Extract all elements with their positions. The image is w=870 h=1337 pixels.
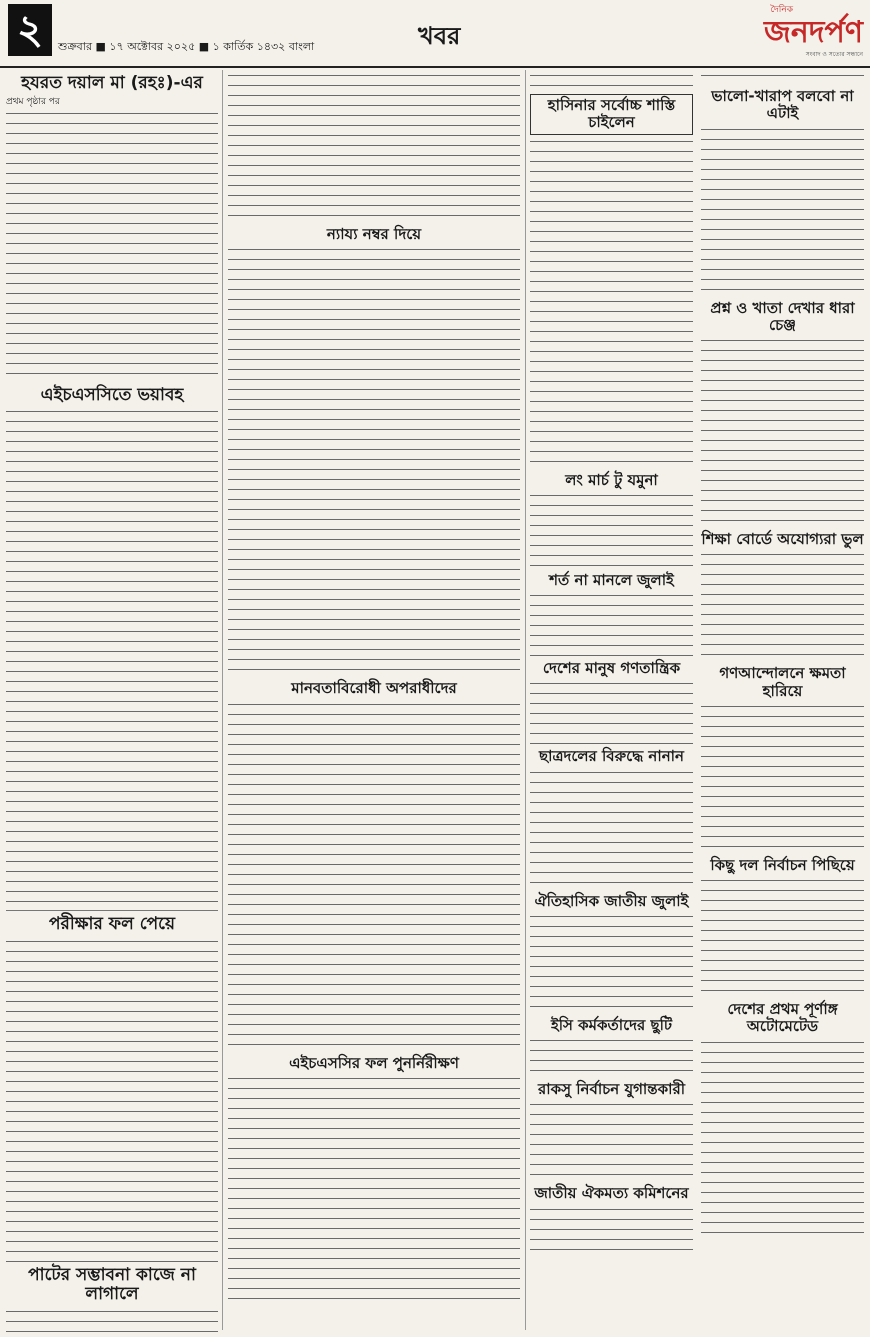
article-headline: প্রশ্ন ও খাতা দেখার ধারা চেঞ্জ xyxy=(710,298,855,334)
article-jump-note: প্রথম পৃষ্ঠার পর xyxy=(6,96,60,107)
article-headline: দেশের প্রথম পূর্ণাঙ্গ অটোমেটেড xyxy=(727,1000,838,1036)
column-right-b xyxy=(701,70,864,1332)
article-body-text xyxy=(701,126,864,296)
article-headline: ছাত্রদলের বিরুদ্ধে নানান xyxy=(539,747,684,766)
logo-name: জনদর্পণ xyxy=(763,15,863,50)
article-headline: জাতীয় ঐকমত্য কমিশনের xyxy=(534,1184,689,1203)
article-headline: ঐতিহাসিক জাতীয় জুলাই xyxy=(534,891,689,910)
article-body-text xyxy=(530,1206,693,1256)
article-body-text xyxy=(701,72,864,84)
column-right-a xyxy=(530,70,693,1332)
article-body-text xyxy=(228,1075,520,1305)
masthead xyxy=(0,0,870,68)
article-body-text xyxy=(530,913,693,1013)
article-headline: ইসি কর্মকর্তাদের ছুটি xyxy=(550,1015,673,1034)
article-headline: এইচএসসির ফল পুনর্নিরীক্ষণ xyxy=(289,1053,459,1072)
logo-prefix: দৈনিক xyxy=(770,5,793,15)
article-headline: মানবতাবিরোধী অপরাধীদের xyxy=(291,679,457,698)
article-body-text xyxy=(530,72,693,90)
article-body-text xyxy=(530,138,693,468)
article-body-text xyxy=(530,769,693,889)
column-center xyxy=(228,70,520,1332)
column-right xyxy=(530,70,864,1332)
article-headline: গণআন্দোলনে ক্ষমতা হারিয়ে xyxy=(719,664,846,700)
column-left xyxy=(6,70,218,1332)
article-body-text xyxy=(701,703,864,853)
article-body-text xyxy=(6,1308,218,1332)
article-body-text xyxy=(228,701,520,1051)
page-number: ২ xyxy=(8,4,52,56)
article-headline: হযরত দয়াল মা (রহঃ)-এর xyxy=(21,73,203,93)
article-body-text xyxy=(701,551,864,661)
article-body-text xyxy=(530,680,693,744)
article-body-text xyxy=(6,110,218,382)
article-body-text xyxy=(701,1039,864,1239)
article-body-text xyxy=(530,1101,693,1181)
column-divider xyxy=(525,70,526,1330)
article-headline: শিক্ষা বোর্ডে অযোগ্যরা ভুল xyxy=(701,530,864,548)
article-headline: এইচএসসিতে ভয়াবহ xyxy=(40,384,184,405)
article-body-text xyxy=(530,492,693,568)
article-body-text xyxy=(228,246,520,676)
column-divider xyxy=(222,70,223,1330)
article-body-text xyxy=(530,592,693,656)
article-headline: রাকসু নির্বাচন যুগান্তকারী xyxy=(538,1080,685,1098)
article-headline: শর্ত না মানলে জুলাই xyxy=(549,570,674,589)
article-headline: দেশের মানুষ গণতান্ত্রিক xyxy=(542,659,681,677)
article-body-text xyxy=(701,877,864,997)
logo-tagline: সংবাদ ও সত্যের সন্ধানে xyxy=(805,51,863,58)
article-body-text xyxy=(6,938,218,1262)
article-headline: কিছু দল নির্বাচন পিছিয়ে xyxy=(710,855,855,874)
article-headline: পরীক্ষার ফল পেয়ে xyxy=(48,914,176,935)
dateline: শুক্রবার ■ ১৭ অক্টোবর ২০২৫ ■ ১ কার্তিক ১৪৩২ বাংলা xyxy=(58,40,315,53)
divider xyxy=(6,910,218,911)
article-body-text xyxy=(530,1037,693,1077)
article-headline: হাসিনার সর্বোচ্চ শাস্তি চাইলেন xyxy=(530,94,693,135)
article-headline: লং মার্চ টু যমুনা xyxy=(565,470,658,489)
article-headline: ন্যায্য নম্বর দিয়ে xyxy=(326,225,422,243)
section-title: খবর xyxy=(418,22,461,50)
article-headline: পাটের সম্ভাবনা কাজে না লাগালে xyxy=(28,1264,196,1305)
article-headline: ভালো-খারাপ বলবো না এটাই xyxy=(711,87,854,123)
article-body-text xyxy=(701,337,864,527)
article-body-text xyxy=(228,72,520,222)
newspaper-logo xyxy=(745,2,863,62)
article-body-text xyxy=(6,408,218,906)
